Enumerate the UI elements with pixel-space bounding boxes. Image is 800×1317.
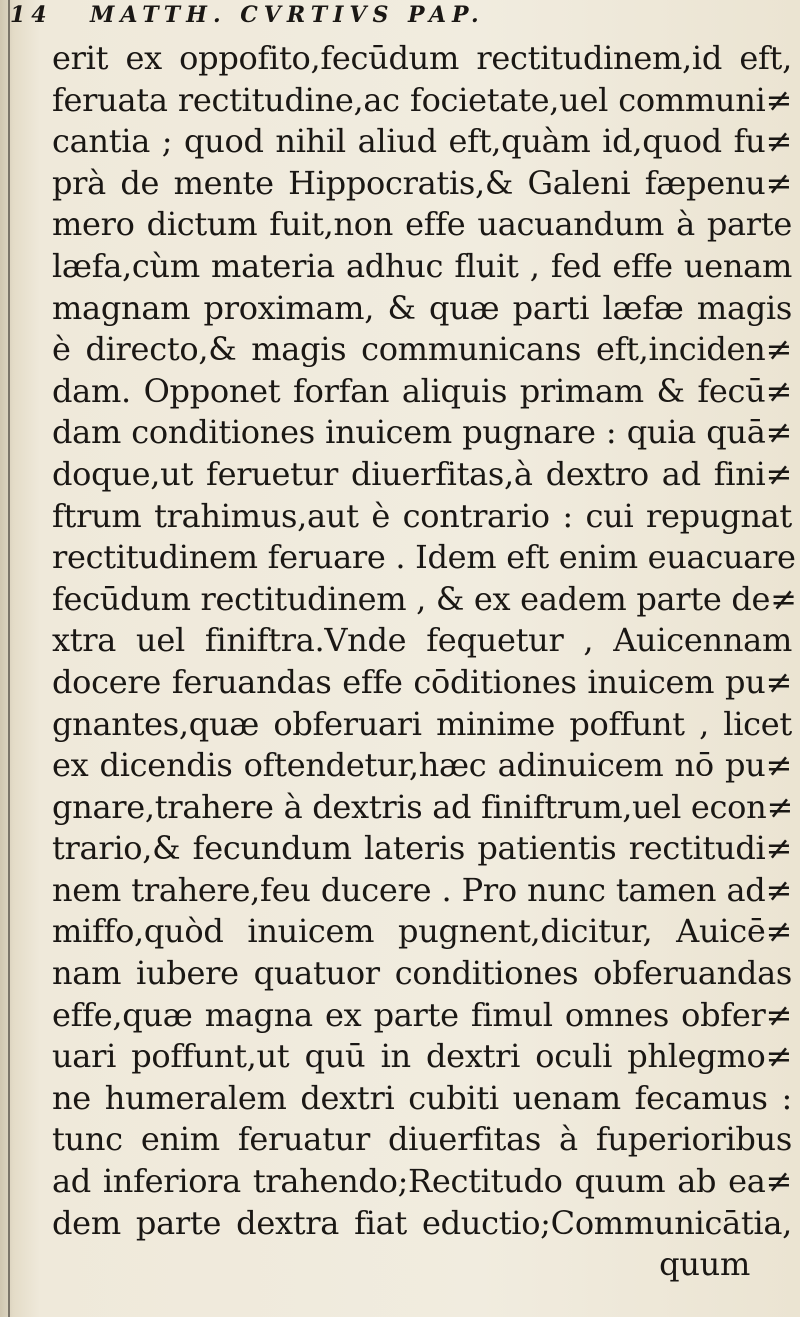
text-line: rectitudinem feruare . Idem eft enim euacuare xyxy=(52,538,796,577)
text-line: ne humeralem dextri cubiti uenam fecamus : xyxy=(52,1078,792,1117)
text-line: ex dicendis oftendetur,hæc adinuicem nō pu≠ xyxy=(52,746,792,785)
text-line: dem parte dextra fiat eductio;Communicātia, xyxy=(52,1203,792,1242)
text-line: gnare,trahere à dextris ad finiftrum,uel econ≠ xyxy=(52,787,793,826)
text-line: prà de mente Hippocratis,& Galeni fæpenu≠ xyxy=(52,163,792,202)
text-line: nam iubere quatuor conditiones obferuandas xyxy=(52,954,792,993)
text-line: nem trahere,feu ducere . Pro nunc tamen ad≠ xyxy=(52,870,792,909)
running-title: MATTH. CVRTIVS PAP. xyxy=(90,2,485,28)
page-header xyxy=(10,0,790,34)
text-line: uari poffunt,ut quū in dextri oculi phlegmo≠ xyxy=(52,1037,792,1076)
text-line: effe,quæ magna ex parte fimul omnes obfer≠ xyxy=(52,995,792,1034)
text-line: ad inferiora trahendo;Rectitudo quum ab ea≠ xyxy=(52,1162,792,1201)
text-line: dam. Opponet forfan aliquis primam & fecū≠ xyxy=(52,371,792,410)
text-line: trario,& fecundum lateris patientis rectitudi≠ xyxy=(52,829,792,868)
text-line: xtra uel finiftra.Vnde fequetur , Auicennam xyxy=(52,621,792,660)
text-line: è directo,& magis communicans eft,inciden≠ xyxy=(52,330,792,369)
catchword: quum xyxy=(659,1245,750,1284)
text-line: feruata rectitudine,ac focietate,uel communi≠ xyxy=(52,80,792,119)
text-line: doque,ut feruetur diuerfitas,à dextro ad fini≠ xyxy=(52,454,792,493)
text-line: ftrum trahimus,aut è contrario : cui repugnat xyxy=(52,496,792,535)
body-text xyxy=(52,38,797,1286)
page-number: 14 xyxy=(10,2,53,28)
text-line: cantia ; quod nihil aliud eft,quàm id,quod fu≠ xyxy=(52,122,792,161)
text-line: magnam proximam, & quæ parti læfæ magis xyxy=(52,288,792,327)
text-line: læfa,cùm materia adhuc fluit , fed effe uenam xyxy=(52,246,792,285)
text-line: mero dictum fuit,non effe uacuandum à parte xyxy=(52,205,792,244)
text-line: fecūdum rectitudinem , & ex eadem parte de≠ xyxy=(52,579,797,618)
text-line: gnantes,quæ obferuari minime poffunt , licet xyxy=(52,704,792,743)
text-line: miffo,quòd inuicem pugnent,dicitur, Auicē≠ xyxy=(52,912,792,951)
text-line: dam conditiones inuicem pugnare : quia quā≠ xyxy=(52,413,792,452)
text-line: erit ex oppofito,fecūdum rectitudinem,id eft, xyxy=(52,39,792,77)
gutter-edge xyxy=(8,0,10,1317)
text-line: tunc enim feruatur diuerfitas à fuperioribus xyxy=(52,1120,792,1159)
text-line: docere feruandas effe cōditiones inuicem pu≠ xyxy=(52,662,792,701)
